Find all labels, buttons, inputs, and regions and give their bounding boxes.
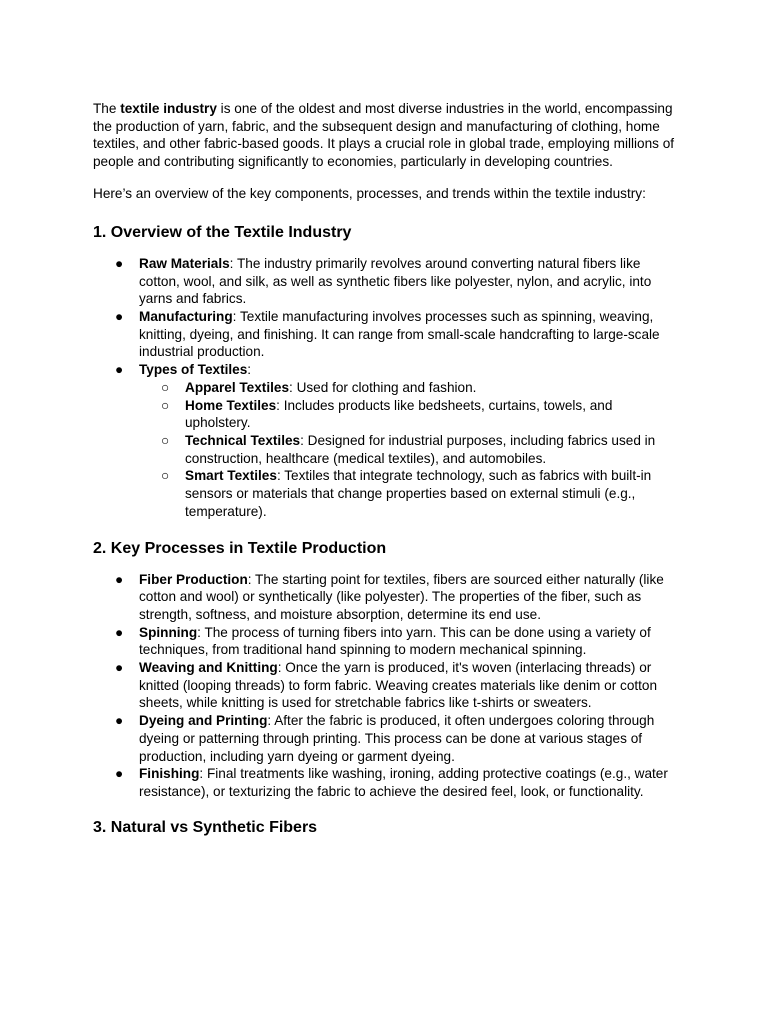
bullet-icon: ● <box>115 713 124 729</box>
sublist-item <box>139 397 678 432</box>
list-item-term: Fiber Production <box>139 571 248 587</box>
list-item-term: Finishing <box>139 766 200 782</box>
sublist-item-term: Smart Textiles <box>185 468 277 484</box>
section-2-heading: 2. Key Processes in Textile Production <box>93 539 387 557</box>
sublist-item-term: Technical Textiles <box>185 433 301 448</box>
intro-bold-term: textile industry <box>120 101 217 116</box>
hollow-bullet-icon: ○ <box>161 468 170 484</box>
list-item <box>93 712 678 765</box>
list-item-term: Spinning <box>139 624 198 640</box>
bullet-icon: ● <box>115 660 124 676</box>
list-item-text: : After the fabric is produced, it often undergoes coloring through dyeing or patterning through printing. This process can be done at various stages of production, including yarn dyeing or garment dyeing. <box>139 713 655 764</box>
list-item-text: : The industry primarily revolves around converting natural fibers like cotton, wool, and silk, as well as synthetic fibers like polyester, nylon, and acrylic, into yarns and fabrics. <box>139 255 652 307</box>
section-1-list <box>93 255 678 521</box>
list-item <box>93 308 678 361</box>
list-item-term: Weaving and Knitting <box>139 660 278 676</box>
sublist-item <box>139 379 678 397</box>
hollow-bullet-icon: ○ <box>161 379 170 395</box>
overview-paragraph: Here’s an overview of the key components, processes, and trends within the textile industry: <box>93 186 646 202</box>
document-page <box>93 100 678 838</box>
list-item-term: Manufacturing <box>139 309 233 325</box>
hollow-bullet-icon: ○ <box>161 433 170 448</box>
list-item <box>93 255 678 308</box>
list-item <box>93 765 678 800</box>
section-1-heading: 1. Overview of the Textile Industry <box>93 223 352 241</box>
types-of-textiles-sublist <box>139 379 678 521</box>
bullet-icon: ● <box>115 255 124 271</box>
sublist-item <box>139 467 678 520</box>
bullet-icon: ● <box>115 309 124 325</box>
list-item-term: Raw Materials <box>139 255 230 271</box>
sublist-item <box>139 432 678 467</box>
sublist-item-term: Apparel Textiles <box>185 379 290 395</box>
bullet-icon: ● <box>115 362 124 378</box>
list-item-text: : Final treatments like washing, ironing, adding protective coatings (e.g., water resistance), or texturizing the fabric to achieve the desired feel, look, or functionality. <box>139 766 668 799</box>
list-item <box>93 571 678 624</box>
bullet-icon: ● <box>115 766 124 782</box>
bullet-icon: ● <box>115 624 124 640</box>
intro-suffix: is one of the oldest and most diverse industries in the world, encompassing the production of yarn, fabric, and the subsequent design and manufacturing of clothing, home textiles, and other fabric-based goods. It plays a crucial role in global trade, employing millions of people and contributing significantly to economies, particularly in developing countries. <box>93 101 675 169</box>
list-item-text: : The process of turning fibers into yarn. This can be done using a variety of techniques, from traditional hand spinning to modern mechanical spinning. <box>139 624 651 658</box>
hollow-bullet-icon: ○ <box>161 397 170 413</box>
sublist-item-text: : Textiles that integrate technology, such as fabrics with built-in sensors or materials that change properties based on external stimuli (e.g., temperature). <box>185 468 652 519</box>
list-item <box>93 659 678 712</box>
list-item-term: Dyeing and Printing <box>139 713 268 729</box>
bullet-icon: ● <box>115 571 124 587</box>
list-item-text: : The starting point for textiles, fibers are sourced either naturally (like cotton and wool) or synthetically (like polyester). The properties of the fiber, such as strength, softness, and moisture absorption, determine its end use. <box>139 571 664 622</box>
section-2-list <box>93 571 678 801</box>
sublist-item-text: : Used for clothing and fashion. <box>289 379 477 395</box>
sublist-item-text: : Includes products like bedsheets, curtains, towels, and upholstery. <box>185 397 613 431</box>
list-item <box>93 361 678 520</box>
intro-prefix: The <box>93 101 121 116</box>
list-item <box>93 624 678 659</box>
list-item-term: Types of Textiles <box>139 362 248 378</box>
sublist-item-text: : Designed for industrial purposes, including fabrics used in construction, healthcare (medical textiles), and automobiles. <box>185 433 656 466</box>
intro-paragraph <box>93 100 678 170</box>
list-item-text: : Textile manufacturing involves processes such as spinning, weaving, knitting, dyeing, and finishing. It can range from small-scale handcrafting to large-scale industrial production. <box>139 309 660 360</box>
list-item-text: : <box>247 362 252 378</box>
list-item-text: : Once the yarn is produced, it's woven (interlacing threads) or knitted (looping threads) to form fabric. Weaving creates materials like denim or cotton sheets, while knitting is used for stretchable fabrics like t-shirts or sweaters. <box>139 660 658 711</box>
section-3-heading: 3. Natural vs Synthetic Fibers <box>93 818 318 836</box>
sublist-item-term: Home Textiles <box>185 397 277 413</box>
